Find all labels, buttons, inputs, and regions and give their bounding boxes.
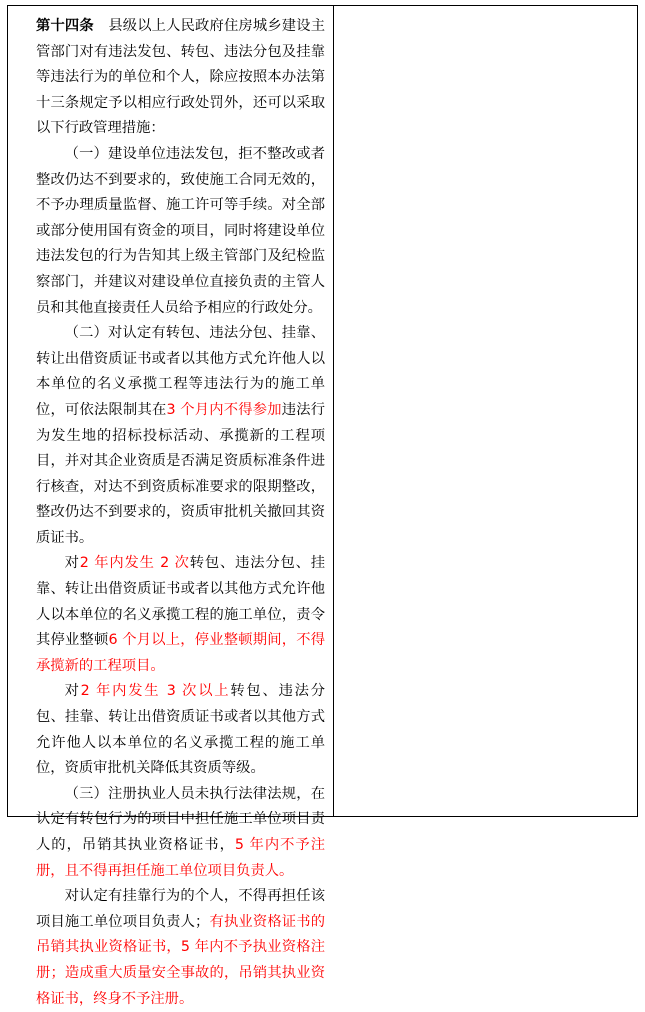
paragraph [36,884,325,1012]
text-run: （一）建设单位违法发包，拒不整改或者整改仍达不到要求的，致使施工合同无效的，不予办理质量监督、施工许可等手续。对全部或部分使用国有资金的项目，同时将建设单位违法发包的行为告知其上级主管部门及纪检监察部门，并建议对建设单位直接负责的主管人员和其他直接责任人员给予相应的行政处分。 [36,145,325,316]
highlighted-text: 2 年内发生 2 次 [79,555,190,572]
highlighted-text: 5 年内不予注册，且不得再担任施工单位项目负责人。 [36,837,326,879]
paragraph [36,14,325,142]
text-run: 对认定有挂靠行为的个人，不得再担任该项目施工单位项目负责人； [36,888,325,930]
text-run: 违法行为发生地的招标投标活动、承揽新的工程项目，并对其企业资质是否满足资质标准条件进行核查，对达不到资质标准要求的限期整改，整改仍达不到要求的，资质审批机关撤回其资质证书。 [36,401,326,546]
highlighted-text: 2 年内发生 3 次以上 [80,683,231,700]
text-run: 对 [64,683,81,700]
table-cell-content [8,6,334,1007]
text-run [94,18,108,34]
paragraph [36,142,325,321]
article-number: 第十四条 [36,18,94,34]
article-body [36,14,325,1012]
text-run: 对 [64,555,80,572]
paragraph [36,321,325,551]
text-run: （二）对认定有转包、违法分包、挂靠、转让出借资质证书或者以其他方式允许他人以本单位的名义承揽工程等违法行为的施工单位，可依法限制其在 [36,325,325,418]
text-run: 转包、违法分包、挂靠、转让出借资质证书或者以其他方式允许他人以本单位的名义承揽工程的施工单位，责令其停业整顿 [36,555,326,649]
highlighted-text: 6 个月以上，停业整顿期间，不得承揽新的工程项目。 [36,632,326,674]
paragraph [36,551,325,679]
text-run: （三）注册执业人员未执行法律法规，在认定有转包行为的项目中担任施工单位项目责人的，吊销其执业资格证书， [36,785,325,853]
table-cell-empty [334,6,637,816]
text-run: 县级以上人民政府住房城乡建设主管部门对有违法发包、转包、违法分包及挂靠等违法行为的单位和个人，除应按照本办法第十三条规定予以相应行政处罚外，还可以采取以下行政管理措施： [36,18,326,137]
highlighted-text: 有执业资格证书的吊销其执业资格证书，5 年内不予执业资格注册；造成重大质量安全事故的，吊销其执业资格证书，终身不予注册。 [36,913,326,1007]
paragraph [36,679,325,781]
text-run: 转包、违法分包、挂靠、转让出借资质证书或者以其他方式允许他人以本单位的名义承揽工程的施工单位，资质审批机关降低其资质等级。 [36,683,326,777]
highlighted-text: 3 个月内不得参加 [166,401,282,418]
paragraph [36,782,325,884]
document-table [7,5,638,1007]
